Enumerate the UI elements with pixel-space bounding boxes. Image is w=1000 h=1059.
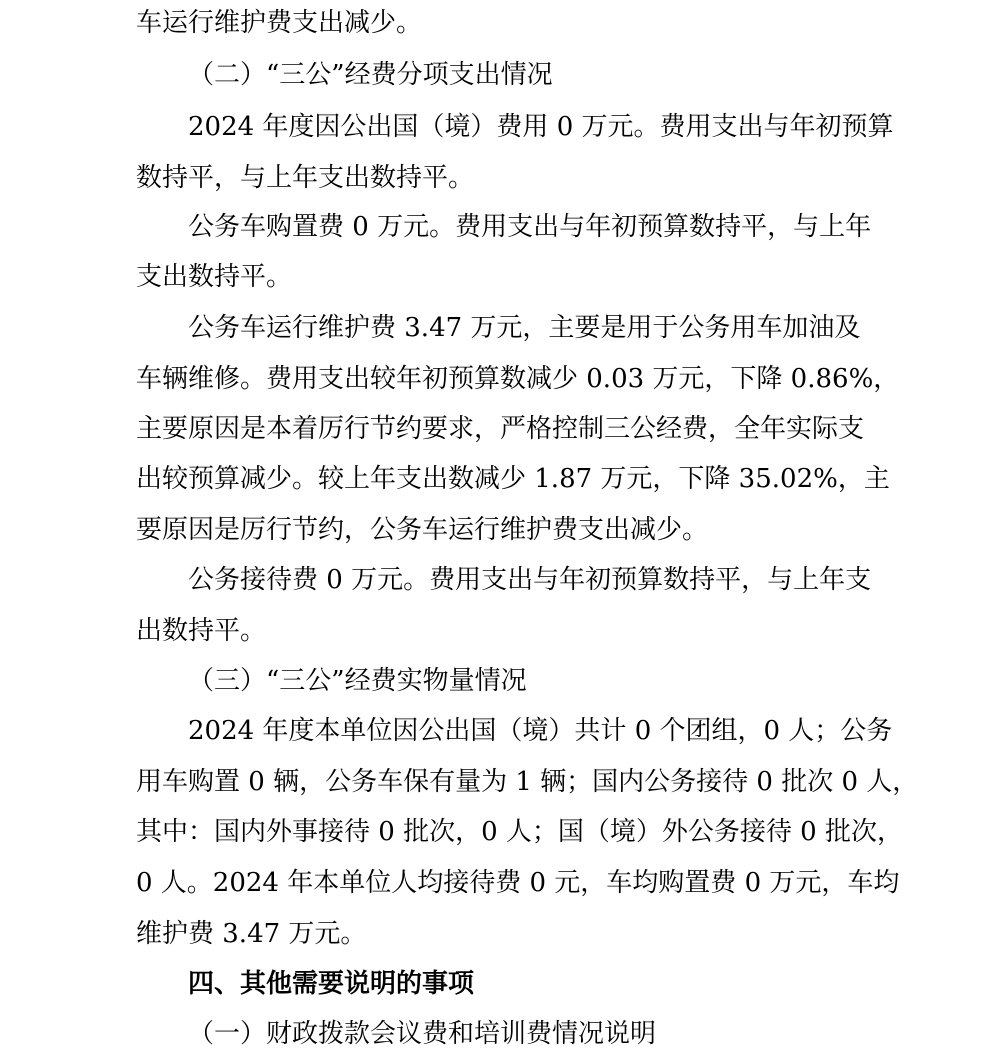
paragraph-line: 车运行维护费支出减少。 <box>136 8 423 38</box>
paragraph-line: 2024 年度因公出国（境）费用 0 万元。费用支出与年初预算 <box>188 112 894 142</box>
paragraph-line: 出数持平。 <box>136 616 267 646</box>
paragraph-line: 公务车运行维护费 3.47 万元，主要是用于公务用车加油及 <box>188 313 861 343</box>
paragraph-line: 0 人。2024 年本单位人均接待费 0 元，车均购置费 0 万元，车均 <box>136 868 900 898</box>
paragraph-line: 用车购置 0 辆，公务车保有量为 1 辆；国内公务接待 0 批次 0 人， <box>136 767 919 797</box>
paragraph-line: 2024 年度本单位因公出国（境）共计 0 个团组，0 人；公务 <box>188 716 893 746</box>
paragraph-line: 公务接待费 0 万元。费用支出与年初预算数持平，与上年支 <box>188 565 872 595</box>
paragraph-line: 出较预算减少。较上年支出数减少 1.87 万元，下降 35.02%，主 <box>136 464 890 494</box>
section-heading-2: （二）“三公”经费分项支出情况 <box>188 60 553 90</box>
paragraph-line: 要原因是厉行节约，公务车运行维护费支出减少。 <box>136 515 709 545</box>
paragraph-line: 车辆维修。费用支出较年初预算数减少 0.03 万元，下降 0.86%， <box>136 364 900 394</box>
subsection-heading: （一）财政拨款会议费和培训费情况说明 <box>188 1019 657 1049</box>
paragraph-line: 主要原因是本着厉行节约要求，严格控制三公经费，全年实际支 <box>136 414 865 444</box>
section-heading-3: （三）“三公”经费实物量情况 <box>188 666 527 696</box>
chapter-heading: 四、其他需要说明的事项 <box>188 969 475 999</box>
paragraph-line: 支出数持平。 <box>136 262 293 292</box>
paragraph-line: 维护费 3.47 万元。 <box>136 919 367 949</box>
paragraph-line: 数持平，与上年支出数持平。 <box>136 163 475 193</box>
paragraph-line: 公务车购置费 0 万元。费用支出与年初预算数持平，与上年 <box>188 212 872 242</box>
paragraph-line: 其中：国内外事接待 0 批次，0 人；国（境）外公务接待 0 批次， <box>136 817 903 847</box>
